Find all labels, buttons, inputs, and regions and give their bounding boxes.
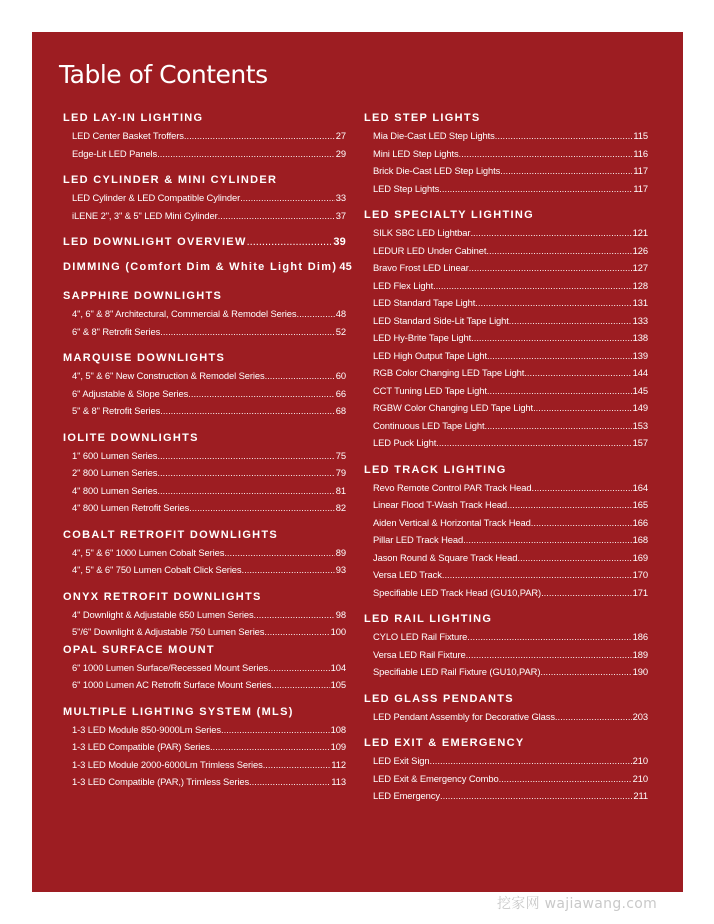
section-heading: [63, 110, 346, 127]
toc-section-dimming-comfort-dim-white-light-dim: [63, 259, 352, 276]
toc-entry[interactable]: [63, 402, 346, 420]
toc-entry-label: LED Hy-Brite Tape Light: [373, 332, 472, 343]
toc-entry-page-number: 75: [335, 449, 346, 461]
section-heading-label: LED RAIL LIGHTING: [364, 613, 493, 625]
toc-entry-label: LED Standard Tape Light: [373, 297, 476, 308]
toc-entry-page-number: 165: [632, 499, 648, 510]
toc-section-led-specialty-lighting: [364, 207, 648, 452]
toc-entry-page-number: 128: [632, 279, 648, 291]
dot-leader: [442, 566, 632, 584]
dot-leader: [469, 259, 632, 277]
dot-leader: [440, 787, 632, 805]
toc-entry-page-number: 100: [330, 626, 346, 637]
toc-entry-label: iLENE 2", 3" & 5" LED Mini Cylinder: [72, 209, 218, 221]
toc-entry[interactable]: [63, 721, 346, 739]
dot-leader: [467, 628, 631, 646]
toc-entry-page-number: 121: [632, 227, 648, 238]
toc-entry-label: 4" Downlight & Adjustable 650 Lumen Series: [72, 608, 254, 620]
toc-entry[interactable]: [63, 145, 346, 163]
toc-entry-page-number: 112: [331, 758, 346, 770]
section-heading: [364, 462, 648, 479]
section-heading-label: LED TRACK LIGHTING: [364, 463, 507, 476]
toc-entry[interactable]: [364, 180, 648, 198]
toc-left-column: [63, 110, 352, 791]
section-heading[interactable]: [63, 234, 346, 251]
toc-entry-page-number: 210: [632, 772, 648, 784]
section-heading-label: SAPPHIRE DOWNLIGHTS: [63, 290, 223, 302]
toc-panel: [32, 32, 683, 892]
toc-section-multiple-lighting-system-mls: [63, 704, 346, 791]
toc-entry-label: LED Center Basket Troffers: [72, 130, 184, 141]
dot-leader: [184, 127, 335, 145]
toc-entry[interactable]: [364, 259, 648, 277]
toc-entry[interactable]: [364, 479, 648, 497]
section-page-number: 39: [333, 236, 346, 248]
toc-entry-label: 1" 600 Lumen Series: [72, 449, 158, 461]
toc-entry-page-number: 82: [335, 502, 346, 513]
dot-leader: [188, 385, 335, 403]
section-heading: [63, 589, 346, 606]
toc-entry-page-number: 145: [632, 384, 648, 396]
toc-entry-page-number: 93: [335, 564, 346, 575]
section-heading-label: LED DOWNLIGHT OVERVIEW: [63, 236, 247, 248]
toc-entry-page-number: 109: [330, 741, 346, 752]
dot-leader: [218, 207, 335, 225]
toc-entry-label: LED Cylinder & LED Compatible Cylinder: [72, 192, 241, 203]
toc-section-led-exit-emergency: [364, 735, 648, 805]
section-heading-label: IOLITE DOWNLIGHTS: [63, 431, 199, 444]
section-heading-label: LED CYLINDER & MINI CYLINDER: [63, 174, 278, 186]
toc-entry-label: 6" & 8" Retrofit Series: [72, 325, 161, 337]
section-heading: [63, 704, 346, 721]
dot-leader: [487, 347, 632, 365]
toc-entry-page-number: 33: [335, 192, 346, 203]
dot-leader: [254, 606, 335, 624]
dot-leader: [271, 676, 329, 694]
toc-entry-label: Specifiable LED Rail Fixture (GU10,PAR): [373, 666, 541, 677]
section-heading: [63, 527, 346, 544]
toc-entry-page-number: 68: [335, 405, 346, 416]
toc-entry-page-number: 117: [633, 165, 648, 176]
toc-entry[interactable]: [63, 367, 346, 385]
toc-entry[interactable]: [364, 242, 648, 260]
toc-entry-label: 1-3 LED Compatible (PAR,) Trimless Series: [72, 776, 250, 787]
section-heading-label: LED STEP LIGHTS: [364, 112, 481, 124]
toc-entry-label: Revo Remote Control PAR Track Head: [373, 481, 532, 493]
section-heading-label: MARQUISE DOWNLIGHTS: [63, 352, 226, 364]
toc-entry-label: Mini LED Step Lights: [373, 147, 459, 159]
toc-entry-page-number: 164: [632, 481, 648, 493]
section-heading: [364, 110, 648, 127]
toc-entry[interactable]: [364, 584, 648, 602]
toc-entry[interactable]: [364, 127, 648, 145]
toc-entry-label: CYLO LED Rail Fixture: [373, 631, 468, 642]
dot-leader: [495, 127, 633, 145]
dot-leader: [268, 659, 330, 677]
dot-leader: [541, 584, 632, 602]
toc-right-column: [364, 110, 648, 805]
toc-entry-label: 4", 5" & 6" New Construction & Remodel Series: [72, 370, 265, 381]
toc-entry-page-number: 117: [633, 182, 648, 194]
toc-entry[interactable]: [364, 434, 648, 452]
section-page-number: 45: [339, 261, 352, 273]
toc-entry-page-number: 211: [633, 790, 648, 801]
dot-leader: [430, 752, 632, 770]
dot-leader: [249, 773, 330, 791]
toc-entry-page-number: 60: [335, 370, 346, 381]
toc-entry-page-number: 48: [335, 308, 346, 319]
toc-entry-label: Brick Die-Cast LED Step Lights: [373, 165, 501, 176]
section-heading-label: COBALT RETROFIT DOWNLIGHTS: [63, 528, 279, 541]
toc-entry-page-number: 79: [335, 467, 346, 478]
toc-section-led-cylinder-mini-cylinder: [63, 172, 346, 224]
toc-entry-page-number: 149: [632, 402, 648, 413]
toc-entry-label: Linear Flood T-Wash Track Head: [373, 499, 508, 510]
toc-entry-label: 4", 5" & 6" 1000 Lumen Cobalt Series: [72, 546, 225, 558]
toc-entry[interactable]: [364, 663, 648, 681]
toc-entry-label: 5"/6" Downlight & Adjustable 750 Lumen Series: [72, 626, 265, 637]
toc-section-led-track-lighting: [364, 462, 648, 602]
dot-leader: [160, 402, 335, 420]
toc-entry[interactable]: [364, 708, 648, 726]
toc-entry-page-number: 29: [335, 147, 346, 159]
dot-leader: [157, 145, 335, 163]
toc-entry-label: RGBW Color Changing LED Tape Light: [373, 402, 534, 413]
dot-leader: [463, 531, 632, 549]
toc-entry-page-number: 108: [330, 723, 346, 735]
section-heading-label: MULTIPLE LIGHTING SYSTEM (MLS): [63, 705, 294, 718]
toc-entry[interactable]: [63, 127, 346, 145]
dot-leader: [296, 305, 334, 323]
toc-entry-label: Versa LED Rail Fixture: [373, 648, 466, 660]
toc-entry-label: Specifiable LED Track Head (GU10,PAR): [373, 586, 542, 598]
toc-entry-label: LED Exit & Emergency Combo: [373, 772, 499, 784]
toc-entry-page-number: 189: [632, 648, 648, 660]
dot-leader: [157, 447, 334, 465]
toc-entry-page-number: 37: [335, 209, 346, 221]
toc-entry[interactable]: [63, 606, 346, 624]
toc-entry-label: Aiden Vertical & Horizontal Track Head: [373, 516, 531, 528]
section-heading-label: OPAL SURFACE MOUNT: [63, 643, 215, 656]
dot-leader: [265, 367, 335, 385]
dot-leader: [459, 145, 633, 163]
toc-entry[interactable]: [364, 382, 648, 400]
toc-entry-label: Jason Round & Square Track Head: [373, 551, 518, 563]
toc-entry[interactable]: [63, 189, 346, 207]
toc-entry-page-number: 66: [335, 387, 346, 399]
toc-entry-page-number: 27: [335, 130, 346, 141]
toc-entry-page-number: 169: [632, 551, 648, 563]
toc-entry[interactable]: [364, 294, 648, 312]
watermark: 挖家网 wajiawang.com: [497, 896, 658, 912]
toc-entry[interactable]: [63, 738, 346, 756]
dot-leader: [466, 646, 632, 664]
section-heading: [364, 691, 648, 708]
toc-entry-page-number: 116: [633, 147, 648, 159]
toc-entry[interactable]: [364, 399, 648, 417]
toc-entry-label: Versa LED Track: [373, 569, 442, 580]
toc-entry[interactable]: [364, 145, 648, 163]
toc-entry[interactable]: [364, 514, 648, 532]
dot-leader: [189, 499, 335, 517]
toc-entry-page-number: 131: [632, 297, 648, 308]
dot-leader: [160, 323, 335, 341]
toc-entry-label: LED Step Lights: [373, 182, 440, 194]
toc-entry-label: LED Exit Sign: [373, 755, 430, 766]
dot-leader: [224, 544, 334, 562]
toc-section-cobalt-retrofit-downlights: [63, 527, 346, 579]
dot-leader: [242, 561, 335, 579]
dot-leader: [524, 364, 631, 382]
toc-section-marquise-downlights: [63, 350, 346, 420]
toc-entry-label: Mia Die-Cast LED Step Lights: [373, 130, 495, 141]
toc-entry-page-number: 133: [632, 314, 648, 326]
toc-entry-page-number: 127: [632, 262, 648, 273]
toc-section-opal-surface-mount: [63, 642, 346, 694]
toc-entry-page-number: 139: [632, 349, 648, 361]
dot-leader: [157, 482, 334, 500]
toc-entry[interactable]: [63, 561, 346, 579]
toc-entry[interactable]: [364, 224, 648, 242]
dot-leader: [540, 663, 631, 681]
toc-entry[interactable]: [63, 659, 346, 677]
dot-leader: [486, 242, 631, 260]
toc-entry[interactable]: [364, 329, 648, 347]
toc-entry-page-number: 98: [335, 608, 346, 620]
toc-entry-label: 6" 1000 Lumen AC Retrofit Surface Mount Series: [72, 679, 272, 690]
toc-entry-label: 6" 1000 Lumen Surface/Recessed Mount Series: [72, 661, 269, 673]
toc-entry-label: 1-3 LED Module 850-9000Lm Series: [72, 723, 221, 735]
toc-entry-page-number: 170: [632, 569, 648, 580]
toc-entry-label: LED Pendant Assembly for Decorative Glass: [373, 710, 555, 722]
section-heading: [364, 735, 648, 752]
toc-entry-page-number: 105: [330, 679, 346, 690]
toc-entry-page-number: 113: [331, 776, 346, 787]
section-heading: [63, 642, 346, 659]
dot-leader: [221, 721, 330, 739]
toc-entry[interactable]: [63, 385, 346, 403]
toc-section-onyx-retrofit-downlights: [63, 589, 346, 641]
toc-entry-page-number: 166: [632, 516, 648, 528]
toc-entry-label: 1-3 LED Compatible (PAR) Series: [72, 741, 210, 752]
section-heading-label: LED LAY-IN LIGHTING: [63, 112, 204, 124]
toc-entry-page-number: 210: [632, 755, 648, 766]
toc-entry-page-number: 186: [632, 631, 648, 642]
dot-leader: [484, 417, 631, 435]
section-heading-label: ONYX RETROFIT DOWNLIGHTS: [63, 590, 262, 603]
toc-entry-page-number: 157: [632, 437, 648, 448]
toc-entry[interactable]: [364, 162, 648, 180]
toc-entry-label: RGB Color Changing LED Tape Light: [373, 367, 525, 378]
toc-section-led-step-lights: [364, 110, 648, 197]
section-heading: [364, 611, 648, 628]
dot-leader: [240, 189, 335, 207]
toc-entry-label: 6" Adjustable & Slope Series: [72, 387, 189, 399]
toc-entry-label: LEDUR LED Under Cabinet: [373, 244, 487, 256]
dot-leader: [555, 708, 632, 726]
toc-entry-label: Bravo Frost LED Linear: [373, 262, 469, 273]
toc-entry[interactable]: [63, 544, 346, 562]
section-heading-label: LED EXIT & EMERGENCY: [364, 737, 525, 749]
dot-leader: [499, 770, 632, 788]
section-heading: [63, 172, 346, 189]
toc-section-led-rail-lighting: [364, 611, 648, 681]
section-heading: [63, 288, 346, 305]
section-heading[interactable]: [63, 259, 352, 276]
toc-entry[interactable]: [364, 417, 648, 435]
toc-entry-page-number: 126: [632, 244, 648, 256]
toc-entry[interactable]: [364, 496, 648, 514]
toc-entry-label: Pillar LED Track Head: [373, 534, 464, 545]
toc-section-led-glass-pendants: [364, 691, 648, 726]
toc-entry-label: 4" 800 Lumen Retrofit Series: [72, 502, 190, 513]
toc-entry[interactable]: [364, 566, 648, 584]
toc-entry[interactable]: [63, 305, 346, 323]
page-title: Table of Contents: [59, 60, 268, 89]
dot-leader: [487, 382, 632, 400]
toc-entry-page-number: 171: [632, 586, 648, 598]
toc-entry-label: 5" & 8" Retrofit Series: [72, 405, 161, 416]
toc-entry[interactable]: [63, 323, 346, 341]
section-heading: [63, 350, 346, 367]
dot-leader: [509, 312, 632, 330]
section-heading-label: DIMMING (Comfort Dim & White Light Dim): [63, 261, 338, 273]
dot-leader: [263, 756, 331, 774]
toc-entry[interactable]: [364, 531, 648, 549]
section-heading: [364, 207, 648, 224]
dot-leader: [517, 549, 631, 567]
toc-entry[interactable]: [63, 499, 346, 517]
toc-entry[interactable]: [364, 787, 648, 805]
toc-entry[interactable]: [63, 464, 346, 482]
dot-leader: [264, 623, 329, 641]
toc-entry[interactable]: [364, 347, 648, 365]
toc-entry-label: 4", 6" & 8" Architectural, Commercial & Remodel Series: [72, 308, 297, 319]
toc-entry-label: LED Emergency: [373, 790, 440, 801]
toc-entry[interactable]: [63, 623, 346, 641]
toc-entry[interactable]: [364, 770, 648, 788]
toc-entry-label: SILK SBC LED Lightbar: [373, 227, 471, 238]
toc-entry[interactable]: [63, 447, 346, 465]
toc-entry[interactable]: [364, 549, 648, 567]
dot-leader: [500, 162, 632, 180]
toc-entry[interactable]: [364, 628, 648, 646]
toc-entry[interactable]: [63, 756, 346, 774]
section-heading-label: LED SPECIALTY LIGHTING: [364, 209, 534, 221]
toc-entry[interactable]: [364, 752, 648, 770]
toc-entry-label: 1-3 LED Module 2000-6000Lm Trimless Series: [72, 758, 263, 770]
dot-leader: [471, 329, 632, 347]
dot-leader: [470, 224, 631, 242]
dot-leader: [531, 479, 631, 497]
toc-entry[interactable]: [364, 646, 648, 664]
dot-leader: [475, 294, 631, 312]
toc-entry-label: CCT Tuning LED Tape Light: [373, 384, 487, 396]
dot-leader: [157, 464, 334, 482]
toc-entry-page-number: 81: [335, 484, 346, 496]
dot-leader: [439, 180, 632, 198]
dot-leader: [436, 434, 631, 452]
dot-leader: [531, 514, 632, 532]
toc-entry[interactable]: [364, 364, 648, 382]
toc-entry-page-number: 144: [632, 367, 648, 378]
section-heading: [63, 430, 346, 447]
toc-entry[interactable]: [63, 207, 346, 225]
toc-entry-label: 2" 800 Lumen Series: [72, 467, 158, 478]
toc-entry[interactable]: [63, 773, 346, 791]
toc-entry-page-number: 104: [330, 661, 346, 673]
toc-section-iolite-downlights: [63, 430, 346, 517]
toc-entry-page-number: 168: [632, 534, 648, 545]
toc-entry-page-number: 52: [335, 325, 346, 337]
dot-leader: [247, 234, 332, 251]
dot-leader: [210, 738, 330, 756]
toc-section-led-lay-in-lighting: [63, 110, 346, 162]
toc-entry[interactable]: [63, 676, 346, 694]
dot-leader: [533, 399, 632, 417]
toc-entry-page-number: 138: [632, 332, 648, 343]
toc-entry[interactable]: [364, 277, 648, 295]
toc-entry[interactable]: [63, 482, 346, 500]
toc-entry-label: 4", 5" & 6" 750 Lumen Cobalt Click Series: [72, 564, 242, 575]
toc-entry-label: LED High Output Tape Light: [373, 349, 487, 361]
toc-entry[interactable]: [364, 312, 648, 330]
toc-entry-label: 4" 800 Lumen Series: [72, 484, 158, 496]
toc-entry-label: LED Standard Side-Lit Tape Light: [373, 314, 509, 326]
dot-leader: [507, 496, 632, 514]
dot-leader: [433, 277, 632, 295]
toc-entry-page-number: 89: [335, 546, 346, 558]
toc-section-sapphire-downlights: [63, 288, 346, 340]
toc-entry-page-number: 153: [632, 419, 648, 431]
toc-entry-label: LED Puck Light: [373, 437, 437, 448]
section-heading-label: LED GLASS PENDANTS: [364, 692, 514, 705]
toc-section-led-downlight-overview: [63, 234, 346, 251]
toc-entry-label: Edge-Lit LED Panels: [72, 147, 158, 159]
toc-entry-page-number: 203: [632, 710, 648, 722]
toc-entry-label: Continuous LED Tape Light: [373, 419, 485, 431]
toc-entry-page-number: 115: [633, 130, 648, 141]
toc-entry-label: LED Flex Light: [373, 279, 434, 291]
toc-entry-page-number: 190: [632, 666, 648, 677]
